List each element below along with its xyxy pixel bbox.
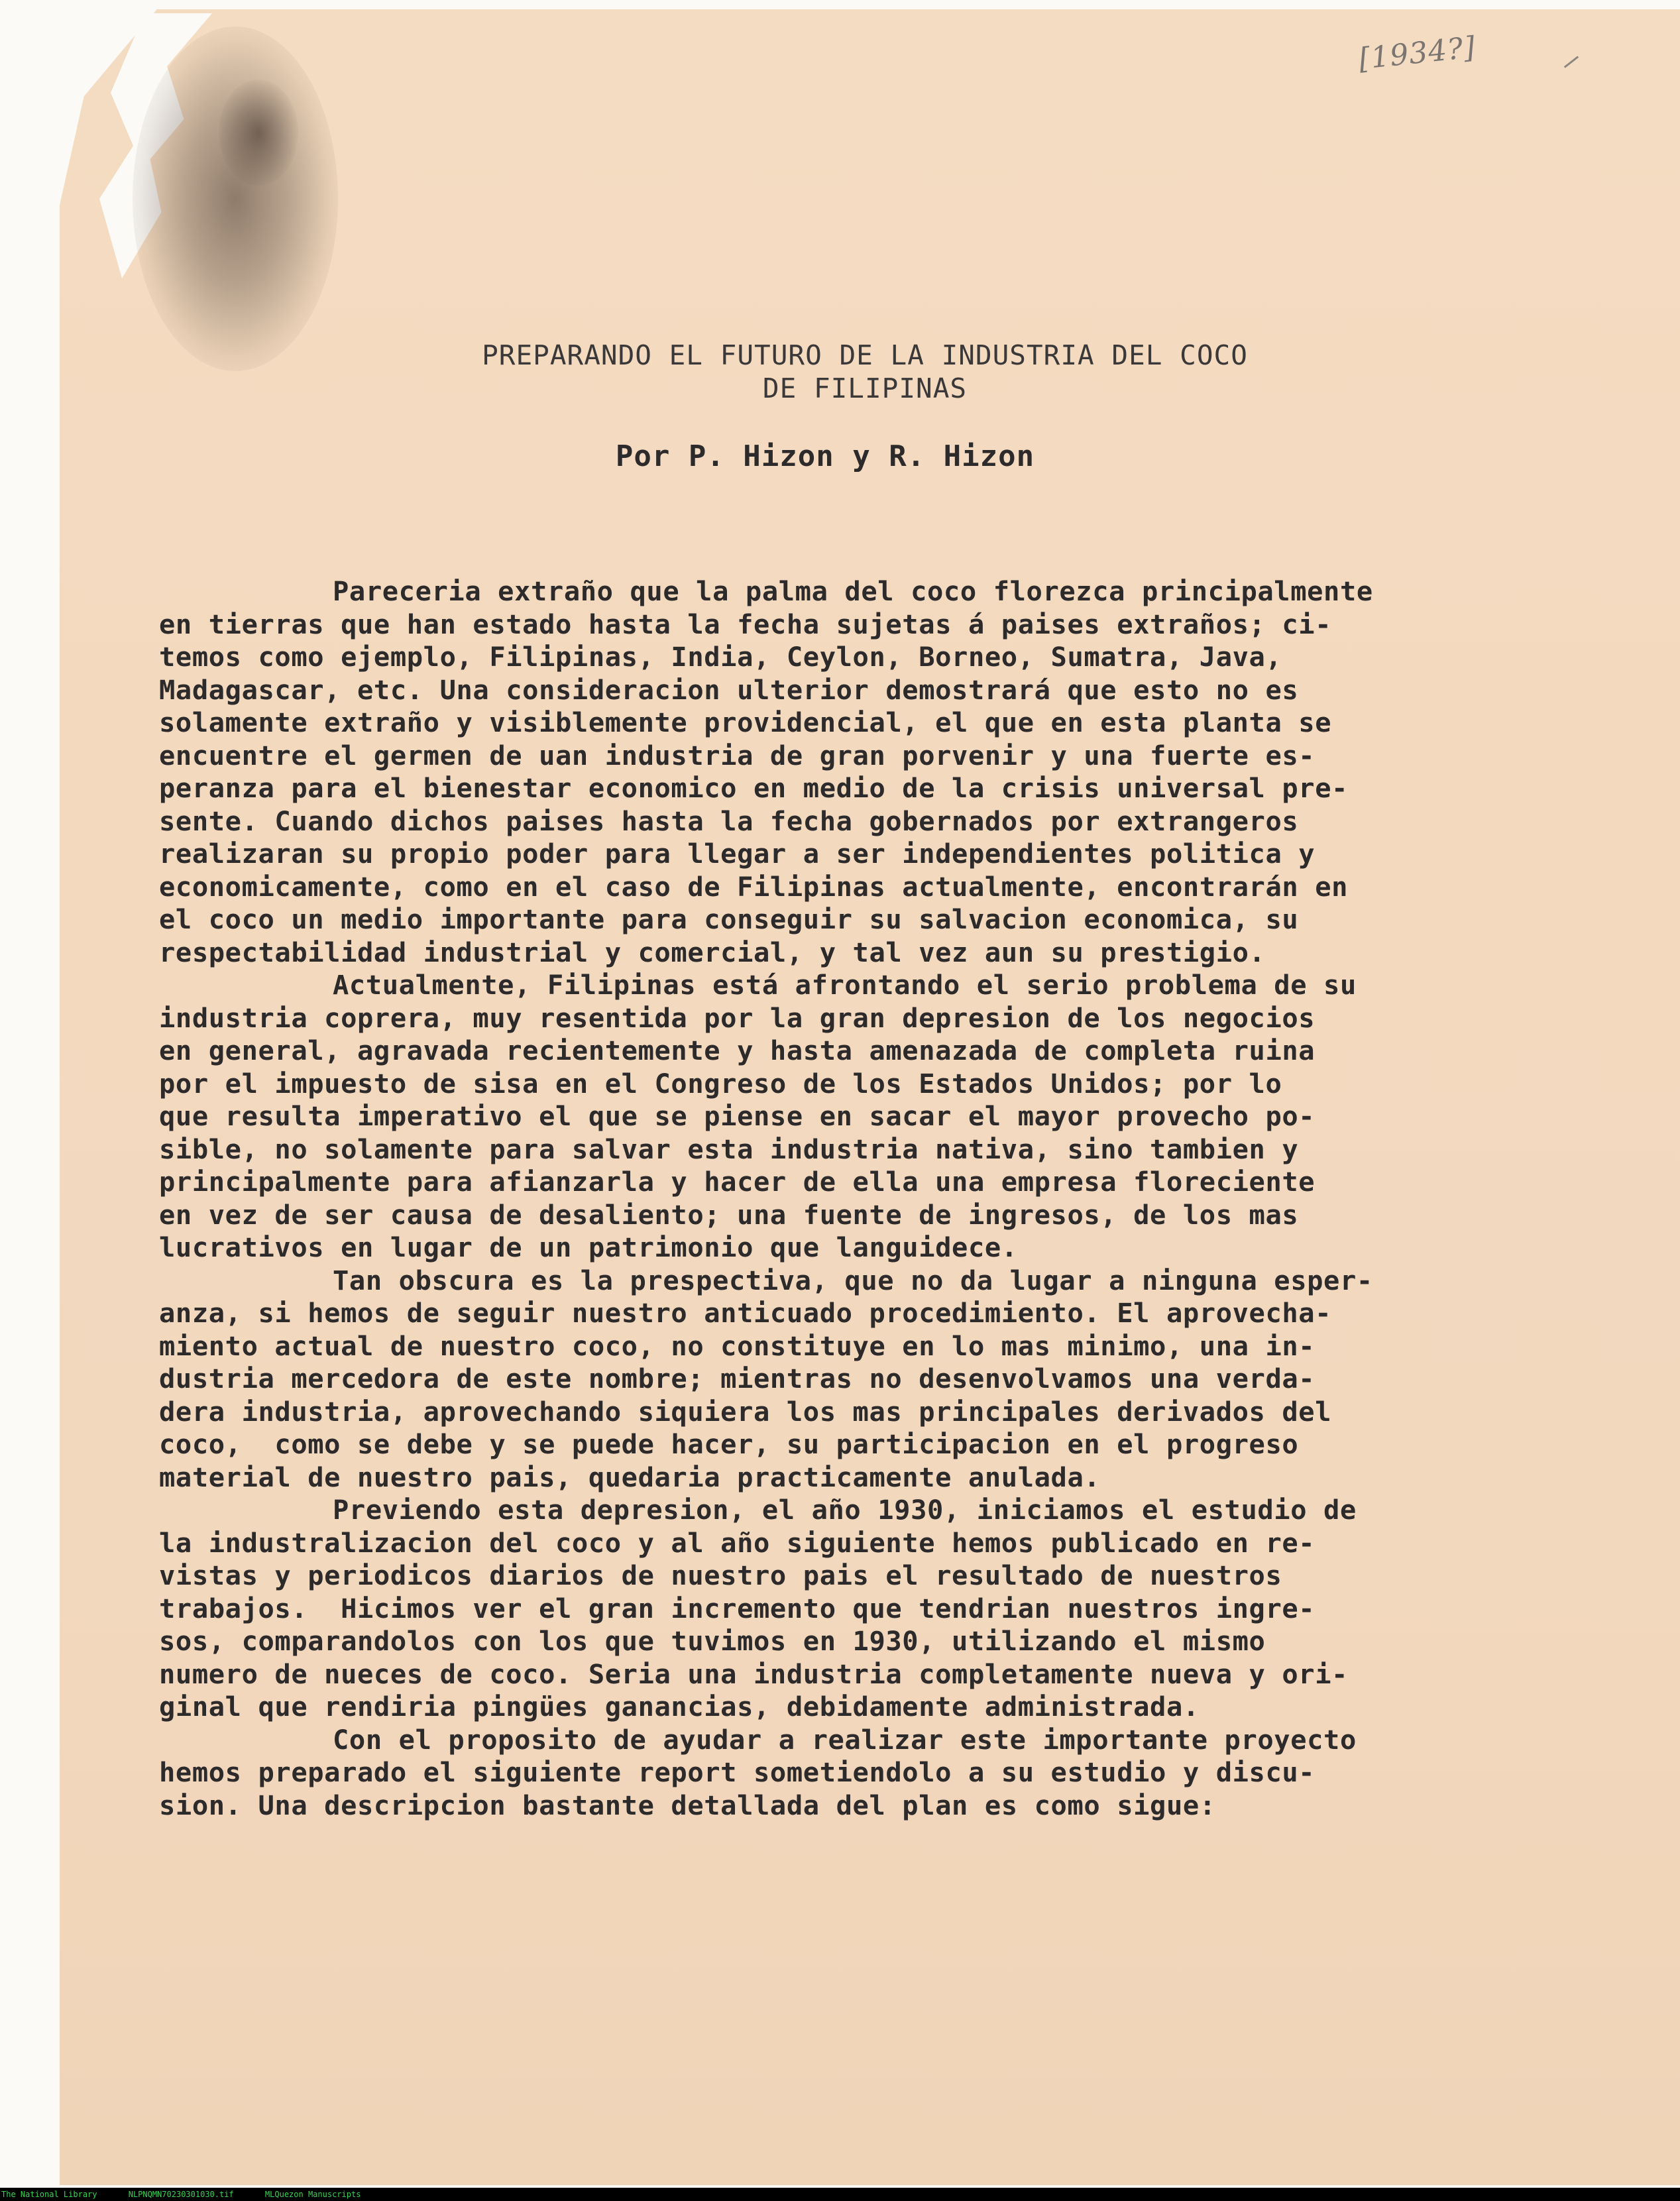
body-line: Tan obscura es la prespectiva, que no da lugar a ninguna esper- — [333, 1264, 1373, 1296]
body-line: Actualmente, Filipinas está afrontando el serio problema de su — [333, 969, 1357, 1001]
body-line: la industralizacion del coco y al año siguiente hemos publicado en re- — [159, 1526, 1316, 1559]
scan-footer-bar — [0, 2188, 1680, 2201]
body-line: sente. Cuando dichos paises hasta la fecha gobernados por extrangeros — [159, 805, 1299, 837]
body-line: en general, agravada recientemente y hasta amenazada de completa ruina — [159, 1035, 1316, 1066]
footer-filename: NLPNQMN70230301030.tif — [128, 2190, 234, 2199]
body-line: dera industria, aprovechando siquiera los mas principales derivados del — [159, 1395, 1332, 1428]
body-line: vistas y periodicos diarios de nuestro pais el resultado de nuestros — [159, 1559, 1282, 1591]
body-line: lucrativos en lugar de un patrimonio que languidece. — [159, 1231, 1018, 1263]
body-line: peranza para el bienestar economico en medio de la crisis universal pre- — [159, 772, 1349, 804]
footer-library: The National Library — [1, 2190, 97, 2199]
title-line: DE FILIPINAS — [762, 372, 968, 404]
handwritten-date: [1934?] — [1357, 30, 1478, 77]
author-line: Por P. Hizon y R. Hizon — [615, 439, 1035, 473]
body-line: que resulta imperativo el que se piense en sacar el mayor provecho po- — [159, 1100, 1316, 1132]
body-line: encuentre el germen de uan industria de gran porvenir y una fuerte es- — [159, 739, 1316, 771]
body-line: Con el proposito de ayudar a realizar este importante proyecto — [333, 1723, 1357, 1756]
body-line: coco, como se debe y se puede hacer, su participacion en el progreso — [159, 1428, 1299, 1460]
body-line: en tierras que han estado hasta la fecha sujetas á paises extraños; ci- — [159, 608, 1332, 640]
body-line: realizaran su propio poder para llegar a ser independientes politica y — [159, 838, 1316, 870]
body-line: anza, si hemos de seguir nuestro anticuado procedimiento. El aprovecha- — [159, 1297, 1332, 1329]
body-line: sible, no solamente para salvar esta industria nativa, sino tambien y — [159, 1133, 1299, 1165]
body-line: el coco un medio importante para conseguir su salvacion economica, su — [159, 903, 1299, 935]
body-line: industria coprera, muy resentida por la gran depresion de los negocios — [159, 1001, 1316, 1034]
body-line: trabajos. Hicimos ver el gran incremento que tendrian nuestros ingre- — [159, 1592, 1316, 1624]
body-line: numero de nueces de coco. Seria una industria completamente nueva y ori- — [159, 1658, 1349, 1690]
body-line: material de nuestro pais, quedaria practicamente anulada. — [159, 1461, 1101, 1493]
body-line: solamente extraño y visiblemente providencial, el que en esta planta se — [159, 706, 1332, 738]
body-line: economicamente, como en el caso de Filipinas actualmente, encontrarán en — [159, 870, 1349, 903]
body-line: principalmente para afianzarla y hacer de ella una empresa floreciente — [159, 1166, 1316, 1198]
title-line: PREPARANDO EL FUTURO DE LA INDUSTRIA DEL COCO — [482, 339, 1248, 371]
body-line: sos, comparandolos con los que tuvimos en 1930, utilizando el mismo — [159, 1625, 1266, 1657]
body-line: dustria mercedora de este nombre; mientras no desenvolvamos una verda- — [159, 1363, 1316, 1394]
burn-stain-core — [219, 80, 298, 186]
body-line: ginal que rendiria pingües ganancias, debidamente administrada. — [159, 1691, 1200, 1722]
body-line: Pareceria extraño que la palma del coco florezca principalmente — [333, 575, 1373, 607]
body-line: respectabilidad industrial y comercial, y tal vez aun su prestigio. — [159, 936, 1266, 968]
footer-collection: MLQuezon Manuscripts — [264, 2190, 361, 2199]
document-body — [159, 575, 1617, 1822]
body-line: Madagascar, etc. Una consideracion ulterior demostrará que esto no es — [159, 673, 1299, 706]
body-line: hemos preparado el siguiente report sometiendolo a su estudio y discu- — [159, 1756, 1316, 1788]
body-line: sion. Una descripcion bastante detallada del plan es como sigue: — [159, 1789, 1216, 1821]
body-line: temos como ejemplo, Filipinas, India, Ceylon, Borneo, Sumatra, Java, — [159, 641, 1282, 673]
burn-stain — [133, 27, 338, 371]
body-line: por el impuesto de sisa en el Congreso de los Estados Unidos; por lo — [159, 1067, 1282, 1100]
document-title — [265, 337, 1465, 402]
body-line: miento actual de nuestro coco, no constituye en lo mas minimo, una in- — [159, 1329, 1316, 1362]
body-line: Previendo esta depresion, el año 1930, iniciamos el estudio de — [333, 1494, 1357, 1526]
body-line: en vez de ser causa de desaliento; una fuente de ingresos, de los mas — [159, 1198, 1299, 1231]
